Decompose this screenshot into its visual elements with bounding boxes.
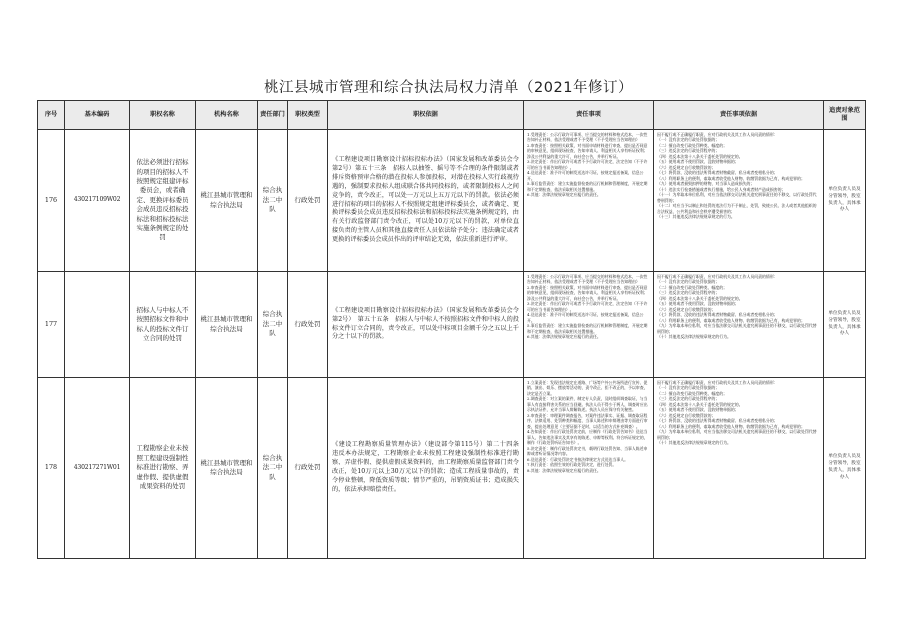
list-item: 因不履行或不正确履行职责，应对行政机关及其工作人员问责的情形： bbox=[657, 132, 778, 137]
list-item: （二）擅自改变行政处罚种类、幅度的； bbox=[657, 142, 728, 148]
list-item: （十二）对应当予以制止和处罚的违法行为不予制止、处罚，致使公民、法人或者其他组织的合法权益、公共利益和社会秩序遭受损害的； bbox=[657, 203, 817, 214]
page-title: 桃江县城市管理和综合执法局权力清单（2021年修订） bbox=[264, 80, 633, 96]
list-item: （一）没有法定的行政处罚依据的； bbox=[657, 279, 720, 285]
row-org: 桃江县城市管理和综合执法局 bbox=[196, 130, 258, 272]
row-org: 桃江县城市管理和综合执法局 bbox=[196, 378, 258, 559]
list-item: 8.其他：法律法规规章规定应履行的责任。 bbox=[527, 467, 601, 473]
list-item: 5.事后监管责任：建立实施监督检查的运行机制和管理制度，开展定期和不定期检查，依法采取相关处置措施。 bbox=[527, 181, 648, 192]
table-row bbox=[38, 272, 866, 378]
header-duty: 责任事项 bbox=[524, 101, 654, 130]
row-dept: 综合执法二中队 bbox=[258, 378, 288, 559]
list-item: （九）使用或者损毁扣押的财物，对当事人造成损失的； bbox=[657, 181, 755, 187]
list-item: 5.决定责任：制作行政处罚决定书，载明行政处罚告知、当事人陈述申辩或者听证情况等内容。 bbox=[527, 445, 648, 457]
list-item: （四）违反本法第十八条关于委托处罚的规定的。 bbox=[657, 401, 743, 407]
list-item: （九）为牟取本单位私利，对应当依法移交司法机关追究刑事责任的不移交，以行政处罚代替刑罚的； bbox=[657, 323, 817, 334]
list-item: （八）利用职务上的便利，索取或者收受他人财物、收缴罚款据为己有，构成犯罪的； bbox=[657, 423, 805, 429]
row-name: 招标人与中标人不按照招标文件和中标人的投标文件订立合同的处罚 bbox=[130, 272, 196, 378]
list-item: （八）利用职务上的便利，索取或者收受他人财物、收缴罚款据为己有，构成犯罪的； bbox=[657, 317, 805, 323]
list-item: （十）其他违反法律法规规章规定的行为。 bbox=[657, 334, 731, 340]
list-item: 3.审查责任：审理案件调查报告，对案件违法事实、证据、调查取证程序、法律适用、处罚种类和幅度、当事人陈述和申辩理由等方面进行审查，提出处理意见（主要证据不足时，以适当的方式补充调查）。 bbox=[527, 412, 648, 429]
row-basis: 《建设工程勘察质量管理办法》（建设部令第115号）第二十四条 违反本办法规定，工程勘察企业未按照工程建设强制性标准进行勘察、弄虚作假、提供虚假成果资料的，由工程勘察质量监督部门责令改正，处10万元以上30万元以下的罚款；造成工程质量事故的，责令停业整顿，降低资质等级；情节严重的，吊销资质证书；造成损失的，依法承担赔偿责任。 bbox=[328, 378, 524, 559]
row-no: 177 bbox=[38, 272, 65, 378]
header-duty-basis: 责任事项依据 bbox=[654, 101, 824, 130]
power-list-table bbox=[37, 100, 866, 559]
row-resp: 单位负责人员及分管领导，股室负责人，具体承办人 bbox=[824, 378, 866, 559]
list-item: （一）没有法定的行政处罚依据的； bbox=[657, 385, 720, 391]
row-type: 行政处罚 bbox=[288, 378, 328, 559]
row-type: 行政处罚 bbox=[288, 272, 328, 378]
table-header-row bbox=[38, 101, 866, 130]
list-item: 6.送达责任：行政处罚决定书按法律规定方式送达当事人。 bbox=[527, 456, 628, 462]
row-duty-basis bbox=[654, 130, 824, 272]
list-item: 因不履行或不正确履行职责，应对行政机关及其工作人员问责的情形： bbox=[657, 380, 778, 385]
list-item: （十三）其他违反法律法规规章规定的行为。 bbox=[657, 214, 735, 220]
list-item: 6.其他：法律法规规章规定应履行的责任。 bbox=[527, 192, 601, 198]
list-item: 3.决定责任：作出行政许可或者不予行政许可决定，法定告知（不予许可的应当书面告知理由）。 bbox=[527, 301, 648, 312]
header-dept: 责任部门 bbox=[258, 101, 288, 130]
list-item: （四）违反本法第十八条关于委托处罚的规定的。 bbox=[657, 295, 743, 301]
row-resp: 单位负责人员及分管领导，股室负责人，具体承办人 bbox=[824, 272, 866, 378]
list-item: 5.事后监管责任：建立实施监督检查的运行机制和管理制度，开展定期和不定期检查，依法采取相关处置措施。 bbox=[527, 323, 648, 334]
row-type: 行政处罚 bbox=[288, 130, 328, 272]
list-item: 因不履行或不正确履行职责，应对行政机关及其工作人员问责的情形： bbox=[657, 274, 778, 279]
row-basis: 《工程建设项目勘察设计招标投标办法》（国家发展和改革委员会令第2号） 第五十五条 招标人与中标人不按照招标文件和中标人的投标文件订立合同的，责令改正，可以处中标项目金额千分之五以上千分之十以下的罚款。 bbox=[328, 272, 524, 378]
list-item: （三）违反法定的行政处罚程序的； bbox=[657, 290, 720, 296]
list-item: 2.调查责任：对立案的案件，制定专人负责，及时组织调查取证，与当事人有直接利害关系的应当回避。执法人员不得少于两人，调查时应出示执法证件，允许当事人辩解陈述。执法人员应保守有关秘密。 bbox=[527, 396, 648, 413]
list-item: 1.立案责任：发现违法规定在道路、广场等户外公共场所进行宣传、促销、演出、娱乐、摆放等活动的，责令改正、拒不改正的，予以审查，决定是否立案。 bbox=[527, 380, 648, 396]
row-duty bbox=[524, 130, 654, 272]
row-dept: 综合执法二中队 bbox=[258, 130, 288, 272]
list-item: 1.受理责任：公示行政许可事项、应当提交的材料和格式范本，一次性告知补正材料，依法受理或者不予受理（不予受理应当告知理由） bbox=[527, 274, 648, 285]
list-item: （二）擅自改变行政处罚种类、幅度的； bbox=[657, 390, 728, 396]
header-no: 序号 bbox=[38, 101, 65, 130]
list-item: 4.告知责任：作出行政处罚决定前，应制作《行政处罚告知书》送达当事人，告知违法事实及其享有的陈述、申辩等权利。符合听证规定的，制作《行政处罚听证告知书》。 bbox=[527, 429, 648, 446]
header-code: 基本编码 bbox=[65, 101, 130, 130]
row-duty-basis bbox=[654, 378, 824, 559]
row-code bbox=[65, 272, 130, 378]
list-item: 7.执行责任：依照生效的行政处罚决定，进行处罚。 bbox=[527, 462, 617, 468]
list-item: 2.审查责任：按照相关政策，对书面申请材料进行审查，提出是否同意的审核意见，组织现场检查，告知申请人、利益相关人享有听证权利；涉及公共利益的重大许可，向社会公告，并举行听证。 bbox=[527, 142, 648, 159]
list-item: （二）擅自改变行政处罚种类、幅度的； bbox=[657, 284, 728, 290]
list-item: （四）违反本法第十八条关于委托处罚的规定的。 bbox=[657, 153, 743, 159]
list-item: （六）违反规定自行收缴罚款的； bbox=[657, 412, 716, 418]
row-no: 176 bbox=[38, 130, 65, 272]
row-dept: 综合执法二中队 bbox=[258, 272, 288, 378]
row-no: 178 bbox=[38, 378, 65, 559]
list-item: 4.送达责任：准予许可的制发送达许可证，按规定报送备案，信息公开。 bbox=[527, 312, 644, 323]
table-row bbox=[38, 378, 866, 559]
list-item: （十）违法实行检查措施或者执行措施，给公民人身或者财产造成损害的； bbox=[657, 186, 786, 192]
list-item: 1.受理责任：公示行政许可事项、应当提交的材料和格式范本，一次性告知补正材料，依法受理或者不予受理（不予受理应当告知理由） bbox=[527, 132, 648, 143]
list-item: 2.审查责任：按照相关政策，对书面申请材料进行审查，提出是否同意的审核意见，组织现场检查，告知申请人、利益相关人享有听证权利；涉及公共利益的重大许可，向社会公告，并举行听证。 bbox=[527, 284, 648, 301]
list-item: （三）违反法定的行政处罚程序的； bbox=[657, 148, 720, 154]
list-item: （六）违反规定自行收缴罚款的； bbox=[657, 164, 716, 170]
list-item: （十一）为牟取本单位私利，对应当依法移交司法机关追究刑事责任的不移交，以行政处罚代替刑罚的； bbox=[657, 192, 817, 203]
row-resp: 单位负责人员及分管领导，股室负责人，具体承办人 bbox=[824, 130, 866, 272]
header-basis: 职权依据 bbox=[328, 101, 524, 130]
row-duty bbox=[524, 272, 654, 378]
table-row bbox=[38, 130, 866, 272]
list-item: （七）将罚款、没收的违法所得或者财物截留、私分或者变相私分的； bbox=[657, 312, 778, 318]
list-item: （六）违反规定自行收缴罚款的； bbox=[657, 306, 716, 312]
list-item: （九）为牟取本单位私利，对应当依法移交司法机关追究刑事责任的不移交，以行政处罚代替刑罚的； bbox=[657, 429, 817, 440]
list-item: 6.其他：法律法规规章规定应履行的责任。 bbox=[527, 334, 601, 340]
row-code: 430217109W02 bbox=[65, 130, 130, 272]
list-item: （一）没有法定的行政处罚依据的； bbox=[657, 137, 720, 143]
list-item: 4.送达责任：准予许可的制发送达许可证，按规定报送备案，信息公开。 bbox=[527, 170, 644, 181]
list-item: 3.决定责任：作出行政许可或者不予行政许可决定，法定告知（不予许可的应当书面告知理由）。 bbox=[527, 159, 648, 170]
header-type: 职权类型 bbox=[288, 101, 328, 130]
list-item: （五）使用或者不使用罚款、没收财物单据的； bbox=[657, 159, 739, 165]
list-item: （十）其他违反法律法规规章规定的行为。 bbox=[657, 440, 731, 446]
header-resp: 追责对象范围 bbox=[824, 101, 866, 130]
row-name: 依法必须进行招标的项目的招标人不按照规定组建评标委员会，或者确定、更换评标委员会成员违反招标投标法和招标投标法实施条例规定的处罚 bbox=[130, 130, 196, 272]
list-item: （七）将罚款、没收的违法所得或者财物截留、私分或者变相私分的； bbox=[657, 418, 778, 424]
list-item: （三）违反法定的行政处罚程序的； bbox=[657, 396, 720, 402]
row-name: 工程勘察企业未按照工程建设强制性标准进行勘察、弄虚作假、提供虚假成果资料的处罚 bbox=[130, 378, 196, 559]
list-item: （七）将罚款、没收的违法所得或者财物截留、私分或者变相私分的； bbox=[657, 170, 778, 176]
list-item: （八）利用职务上的便利，索取或者收受他人财物、收缴罚款据为己有，构成犯罪的； bbox=[657, 175, 805, 181]
header-org: 机构名称 bbox=[196, 101, 258, 130]
row-code: 430217271W01 bbox=[65, 378, 130, 559]
row-basis: 《工程建设项目勘察设计招标投标办法》（国家发展和改革委员会令第2号）第五十三条 招标人以抽签、摇号等不合理的条件限制或者排斥资格预审合格的潜在投标人参加投标，对潜在投标人实行歧视待遇的，强制要求投标人组成联合体共同投标的，或者限制投标人之间竞争的，责令改正，可以处一万元以上五万元以下的罚款。依法必须进行招标的项目的招标人不按照规定组建评标委员会，或者确定、更换评标委员会成员违反招标投标法和招标投标法实施条例规定的，由有关行政监督部门责令改正，可以处10万元以下的罚款，对单位直接负责的主管人员和其他直接责任人员依法给予处分；违法确定或者更换的评标委员会成员作出的评审结论无效，依法重新进行评审。 bbox=[328, 130, 524, 272]
list-item: （五）使用或者不使用罚款、没收财物单据的； bbox=[657, 407, 739, 413]
list-item: （五）使用或者不使用罚款、没收财物单据的； bbox=[657, 301, 739, 307]
row-duty-basis bbox=[654, 272, 824, 378]
row-duty bbox=[524, 378, 654, 559]
row-org: 桃江县城市管理和综合执法局 bbox=[196, 272, 258, 378]
header-name: 职权名称 bbox=[130, 101, 196, 130]
